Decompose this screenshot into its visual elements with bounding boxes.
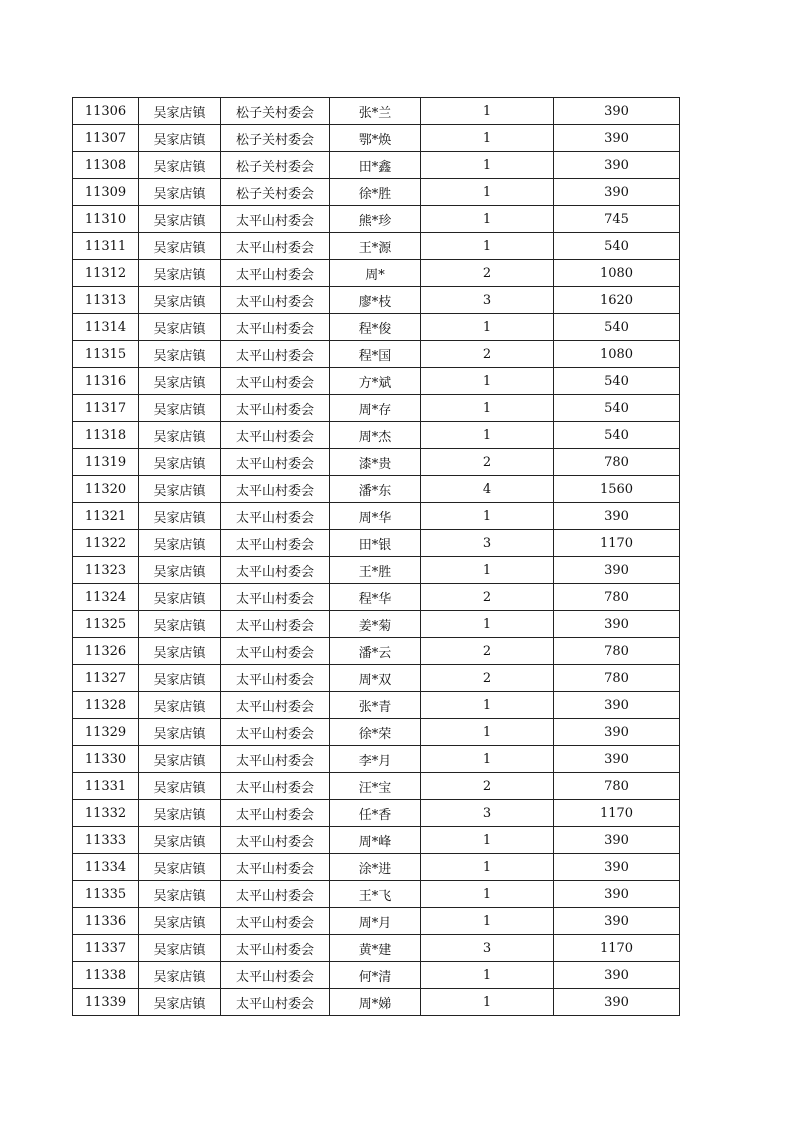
table-row bbox=[73, 98, 680, 125]
household-size-cell: 1 bbox=[421, 908, 554, 935]
table-row bbox=[73, 584, 680, 611]
recipient-name-cell: 田*银 bbox=[330, 530, 421, 557]
household-size-cell: 1 bbox=[421, 422, 554, 449]
village-committee-cell: 太平山村委会 bbox=[221, 719, 330, 746]
village-committee-cell: 太平山村委会 bbox=[221, 611, 330, 638]
village-committee-cell: 太平山村委会 bbox=[221, 260, 330, 287]
household-size-cell: 2 bbox=[421, 638, 554, 665]
table-row bbox=[73, 368, 680, 395]
serial-number-cell: 11316 bbox=[73, 368, 139, 395]
recipient-name-cell: 周*峰 bbox=[330, 827, 421, 854]
household-size-cell: 1 bbox=[421, 557, 554, 584]
amount-cell: 780 bbox=[554, 773, 680, 800]
roster-table-body bbox=[73, 98, 680, 1016]
table-row bbox=[73, 233, 680, 260]
household-size-cell: 1 bbox=[421, 395, 554, 422]
household-size-cell: 1 bbox=[421, 692, 554, 719]
recipient-name-cell: 姜*菊 bbox=[330, 611, 421, 638]
serial-number-cell: 11313 bbox=[73, 287, 139, 314]
village-committee-cell: 松子关村委会 bbox=[221, 179, 330, 206]
town-cell: 吴家店镇 bbox=[139, 908, 221, 935]
town-cell: 吴家店镇 bbox=[139, 368, 221, 395]
serial-number-cell: 11338 bbox=[73, 962, 139, 989]
recipient-name-cell: 程*国 bbox=[330, 341, 421, 368]
village-committee-cell: 太平山村委会 bbox=[221, 368, 330, 395]
village-committee-cell: 太平山村委会 bbox=[221, 908, 330, 935]
serial-number-cell: 11309 bbox=[73, 179, 139, 206]
town-cell: 吴家店镇 bbox=[139, 260, 221, 287]
village-committee-cell: 太平山村委会 bbox=[221, 584, 330, 611]
town-cell: 吴家店镇 bbox=[139, 98, 221, 125]
recipient-name-cell: 任*香 bbox=[330, 800, 421, 827]
town-cell: 吴家店镇 bbox=[139, 125, 221, 152]
amount-cell: 780 bbox=[554, 638, 680, 665]
town-cell: 吴家店镇 bbox=[139, 746, 221, 773]
recipient-name-cell: 程*华 bbox=[330, 584, 421, 611]
village-committee-cell: 太平山村委会 bbox=[221, 341, 330, 368]
amount-cell: 390 bbox=[554, 908, 680, 935]
recipient-name-cell: 周*存 bbox=[330, 395, 421, 422]
town-cell: 吴家店镇 bbox=[139, 881, 221, 908]
recipient-name-cell: 徐*荣 bbox=[330, 719, 421, 746]
recipient-name-cell: 周*杰 bbox=[330, 422, 421, 449]
amount-cell: 390 bbox=[554, 881, 680, 908]
recipient-name-cell: 周*双 bbox=[330, 665, 421, 692]
recipient-name-cell: 李*月 bbox=[330, 746, 421, 773]
household-size-cell: 3 bbox=[421, 800, 554, 827]
amount-cell: 390 bbox=[554, 179, 680, 206]
amount-cell: 390 bbox=[554, 611, 680, 638]
town-cell: 吴家店镇 bbox=[139, 503, 221, 530]
village-committee-cell: 太平山村委会 bbox=[221, 800, 330, 827]
household-size-cell: 1 bbox=[421, 503, 554, 530]
village-committee-cell: 太平山村委会 bbox=[221, 773, 330, 800]
amount-cell: 1170 bbox=[554, 935, 680, 962]
amount-cell: 780 bbox=[554, 449, 680, 476]
serial-number-cell: 11324 bbox=[73, 584, 139, 611]
serial-number-cell: 11318 bbox=[73, 422, 139, 449]
town-cell: 吴家店镇 bbox=[139, 206, 221, 233]
table-row bbox=[73, 476, 680, 503]
serial-number-cell: 11337 bbox=[73, 935, 139, 962]
household-size-cell: 1 bbox=[421, 881, 554, 908]
town-cell: 吴家店镇 bbox=[139, 530, 221, 557]
recipient-name-cell: 周*月 bbox=[330, 908, 421, 935]
town-cell: 吴家店镇 bbox=[139, 152, 221, 179]
serial-number-cell: 11323 bbox=[73, 557, 139, 584]
town-cell: 吴家店镇 bbox=[139, 719, 221, 746]
table-row bbox=[73, 692, 680, 719]
household-size-cell: 2 bbox=[421, 260, 554, 287]
household-size-cell: 4 bbox=[421, 476, 554, 503]
household-size-cell: 1 bbox=[421, 233, 554, 260]
town-cell: 吴家店镇 bbox=[139, 449, 221, 476]
amount-cell: 390 bbox=[554, 98, 680, 125]
amount-cell: 1080 bbox=[554, 260, 680, 287]
town-cell: 吴家店镇 bbox=[139, 341, 221, 368]
table-row bbox=[73, 746, 680, 773]
town-cell: 吴家店镇 bbox=[139, 935, 221, 962]
household-size-cell: 1 bbox=[421, 368, 554, 395]
recipient-name-cell: 涂*进 bbox=[330, 854, 421, 881]
amount-cell: 390 bbox=[554, 827, 680, 854]
recipient-name-cell: 汪*宝 bbox=[330, 773, 421, 800]
amount-cell: 390 bbox=[554, 557, 680, 584]
serial-number-cell: 11315 bbox=[73, 341, 139, 368]
serial-number-cell: 11328 bbox=[73, 692, 139, 719]
table-row bbox=[73, 557, 680, 584]
household-size-cell: 1 bbox=[421, 314, 554, 341]
table-row bbox=[73, 908, 680, 935]
serial-number-cell: 11321 bbox=[73, 503, 139, 530]
recipient-name-cell: 周* bbox=[330, 260, 421, 287]
serial-number-cell: 11312 bbox=[73, 260, 139, 287]
household-size-cell: 2 bbox=[421, 449, 554, 476]
recipient-name-cell: 王*胜 bbox=[330, 557, 421, 584]
village-committee-cell: 松子关村委会 bbox=[221, 98, 330, 125]
table-row bbox=[73, 989, 680, 1016]
recipient-name-cell: 熊*珍 bbox=[330, 206, 421, 233]
amount-cell: 1170 bbox=[554, 800, 680, 827]
village-committee-cell: 太平山村委会 bbox=[221, 854, 330, 881]
household-size-cell: 1 bbox=[421, 854, 554, 881]
serial-number-cell: 11308 bbox=[73, 152, 139, 179]
serial-number-cell: 11329 bbox=[73, 719, 139, 746]
amount-cell: 540 bbox=[554, 395, 680, 422]
household-size-cell: 1 bbox=[421, 125, 554, 152]
table-row bbox=[73, 206, 680, 233]
recipient-name-cell: 何*清 bbox=[330, 962, 421, 989]
table-row bbox=[73, 152, 680, 179]
table-row bbox=[73, 665, 680, 692]
recipient-name-cell: 张*青 bbox=[330, 692, 421, 719]
serial-number-cell: 11307 bbox=[73, 125, 139, 152]
table-row bbox=[73, 773, 680, 800]
table-row bbox=[73, 314, 680, 341]
village-committee-cell: 太平山村委会 bbox=[221, 449, 330, 476]
town-cell: 吴家店镇 bbox=[139, 773, 221, 800]
town-cell: 吴家店镇 bbox=[139, 287, 221, 314]
town-cell: 吴家店镇 bbox=[139, 665, 221, 692]
recipient-name-cell: 周*娣 bbox=[330, 989, 421, 1016]
village-committee-cell: 太平山村委会 bbox=[221, 746, 330, 773]
village-committee-cell: 太平山村委会 bbox=[221, 692, 330, 719]
town-cell: 吴家店镇 bbox=[139, 611, 221, 638]
serial-number-cell: 11335 bbox=[73, 881, 139, 908]
town-cell: 吴家店镇 bbox=[139, 692, 221, 719]
serial-number-cell: 11339 bbox=[73, 989, 139, 1016]
village-committee-cell: 太平山村委会 bbox=[221, 422, 330, 449]
amount-cell: 540 bbox=[554, 314, 680, 341]
amount-cell: 745 bbox=[554, 206, 680, 233]
town-cell: 吴家店镇 bbox=[139, 854, 221, 881]
serial-number-cell: 11317 bbox=[73, 395, 139, 422]
town-cell: 吴家店镇 bbox=[139, 476, 221, 503]
town-cell: 吴家店镇 bbox=[139, 314, 221, 341]
town-cell: 吴家店镇 bbox=[139, 962, 221, 989]
table-row bbox=[73, 827, 680, 854]
serial-number-cell: 11325 bbox=[73, 611, 139, 638]
town-cell: 吴家店镇 bbox=[139, 557, 221, 584]
amount-cell: 390 bbox=[554, 854, 680, 881]
recipient-name-cell: 张*兰 bbox=[330, 98, 421, 125]
household-size-cell: 1 bbox=[421, 827, 554, 854]
amount-cell: 390 bbox=[554, 962, 680, 989]
serial-number-cell: 11336 bbox=[73, 908, 139, 935]
amount-cell: 390 bbox=[554, 503, 680, 530]
recipient-name-cell: 潘*东 bbox=[330, 476, 421, 503]
recipient-name-cell: 王*源 bbox=[330, 233, 421, 260]
town-cell: 吴家店镇 bbox=[139, 395, 221, 422]
recipient-name-cell: 王*飞 bbox=[330, 881, 421, 908]
table-row bbox=[73, 125, 680, 152]
table-row bbox=[73, 800, 680, 827]
serial-number-cell: 11322 bbox=[73, 530, 139, 557]
recipient-name-cell: 方*斌 bbox=[330, 368, 421, 395]
village-committee-cell: 松子关村委会 bbox=[221, 125, 330, 152]
amount-cell: 540 bbox=[554, 422, 680, 449]
village-committee-cell: 太平山村委会 bbox=[221, 881, 330, 908]
amount-cell: 390 bbox=[554, 692, 680, 719]
household-size-cell: 3 bbox=[421, 287, 554, 314]
serial-number-cell: 11319 bbox=[73, 449, 139, 476]
village-committee-cell: 太平山村委会 bbox=[221, 530, 330, 557]
village-committee-cell: 太平山村委会 bbox=[221, 665, 330, 692]
serial-number-cell: 11320 bbox=[73, 476, 139, 503]
table-row bbox=[73, 638, 680, 665]
village-committee-cell: 太平山村委会 bbox=[221, 638, 330, 665]
table-row bbox=[73, 719, 680, 746]
amount-cell: 540 bbox=[554, 368, 680, 395]
recipient-name-cell: 漆*贵 bbox=[330, 449, 421, 476]
amount-cell: 780 bbox=[554, 665, 680, 692]
serial-number-cell: 11306 bbox=[73, 98, 139, 125]
village-committee-cell: 太平山村委会 bbox=[221, 476, 330, 503]
table-row bbox=[73, 503, 680, 530]
serial-number-cell: 11331 bbox=[73, 773, 139, 800]
village-committee-cell: 太平山村委会 bbox=[221, 206, 330, 233]
amount-cell: 1560 bbox=[554, 476, 680, 503]
subsidy-roster-sheet bbox=[72, 97, 680, 1016]
amount-cell: 1080 bbox=[554, 341, 680, 368]
town-cell: 吴家店镇 bbox=[139, 800, 221, 827]
serial-number-cell: 11332 bbox=[73, 800, 139, 827]
town-cell: 吴家店镇 bbox=[139, 989, 221, 1016]
village-committee-cell: 太平山村委会 bbox=[221, 962, 330, 989]
household-size-cell: 1 bbox=[421, 989, 554, 1016]
recipient-name-cell: 鄂*焕 bbox=[330, 125, 421, 152]
household-size-cell: 2 bbox=[421, 584, 554, 611]
recipient-name-cell: 潘*云 bbox=[330, 638, 421, 665]
table-row bbox=[73, 935, 680, 962]
table-row bbox=[73, 422, 680, 449]
village-committee-cell: 太平山村委会 bbox=[221, 503, 330, 530]
household-size-cell: 1 bbox=[421, 179, 554, 206]
household-size-cell: 1 bbox=[421, 206, 554, 233]
amount-cell: 540 bbox=[554, 233, 680, 260]
serial-number-cell: 11326 bbox=[73, 638, 139, 665]
table-row bbox=[73, 287, 680, 314]
serial-number-cell: 11330 bbox=[73, 746, 139, 773]
amount-cell: 390 bbox=[554, 719, 680, 746]
serial-number-cell: 11333 bbox=[73, 827, 139, 854]
table-row bbox=[73, 449, 680, 476]
amount-cell: 390 bbox=[554, 746, 680, 773]
town-cell: 吴家店镇 bbox=[139, 422, 221, 449]
household-size-cell: 1 bbox=[421, 719, 554, 746]
serial-number-cell: 11314 bbox=[73, 314, 139, 341]
serial-number-cell: 11334 bbox=[73, 854, 139, 881]
town-cell: 吴家店镇 bbox=[139, 638, 221, 665]
recipient-name-cell: 田*鑫 bbox=[330, 152, 421, 179]
village-committee-cell: 太平山村委会 bbox=[221, 827, 330, 854]
amount-cell: 1620 bbox=[554, 287, 680, 314]
village-committee-cell: 太平山村委会 bbox=[221, 989, 330, 1016]
table-row bbox=[73, 341, 680, 368]
recipient-name-cell: 黄*建 bbox=[330, 935, 421, 962]
amount-cell: 1170 bbox=[554, 530, 680, 557]
table-row bbox=[73, 530, 680, 557]
household-size-cell: 2 bbox=[421, 773, 554, 800]
household-size-cell: 2 bbox=[421, 665, 554, 692]
village-committee-cell: 太平山村委会 bbox=[221, 935, 330, 962]
household-size-cell: 1 bbox=[421, 746, 554, 773]
table-row bbox=[73, 260, 680, 287]
table-row bbox=[73, 395, 680, 422]
village-committee-cell: 太平山村委会 bbox=[221, 557, 330, 584]
household-size-cell: 2 bbox=[421, 341, 554, 368]
village-committee-cell: 太平山村委会 bbox=[221, 314, 330, 341]
amount-cell: 390 bbox=[554, 989, 680, 1016]
table-row bbox=[73, 179, 680, 206]
town-cell: 吴家店镇 bbox=[139, 233, 221, 260]
town-cell: 吴家店镇 bbox=[139, 179, 221, 206]
household-size-cell: 1 bbox=[421, 98, 554, 125]
amount-cell: 390 bbox=[554, 125, 680, 152]
town-cell: 吴家店镇 bbox=[139, 827, 221, 854]
household-size-cell: 1 bbox=[421, 611, 554, 638]
household-size-cell: 3 bbox=[421, 530, 554, 557]
village-committee-cell: 松子关村委会 bbox=[221, 152, 330, 179]
recipient-name-cell: 廖*枝 bbox=[330, 287, 421, 314]
household-size-cell: 1 bbox=[421, 962, 554, 989]
household-size-cell: 1 bbox=[421, 152, 554, 179]
village-committee-cell: 太平山村委会 bbox=[221, 287, 330, 314]
recipient-name-cell: 周*华 bbox=[330, 503, 421, 530]
amount-cell: 780 bbox=[554, 584, 680, 611]
table-row bbox=[73, 881, 680, 908]
recipient-name-cell: 程*俊 bbox=[330, 314, 421, 341]
table-row bbox=[73, 962, 680, 989]
serial-number-cell: 11327 bbox=[73, 665, 139, 692]
village-committee-cell: 太平山村委会 bbox=[221, 395, 330, 422]
serial-number-cell: 11311 bbox=[73, 233, 139, 260]
table-row bbox=[73, 854, 680, 881]
town-cell: 吴家店镇 bbox=[139, 584, 221, 611]
recipient-name-cell: 徐*胜 bbox=[330, 179, 421, 206]
amount-cell: 390 bbox=[554, 152, 680, 179]
table-row bbox=[73, 611, 680, 638]
household-size-cell: 3 bbox=[421, 935, 554, 962]
village-committee-cell: 太平山村委会 bbox=[221, 233, 330, 260]
serial-number-cell: 11310 bbox=[73, 206, 139, 233]
roster-table bbox=[72, 97, 680, 1016]
